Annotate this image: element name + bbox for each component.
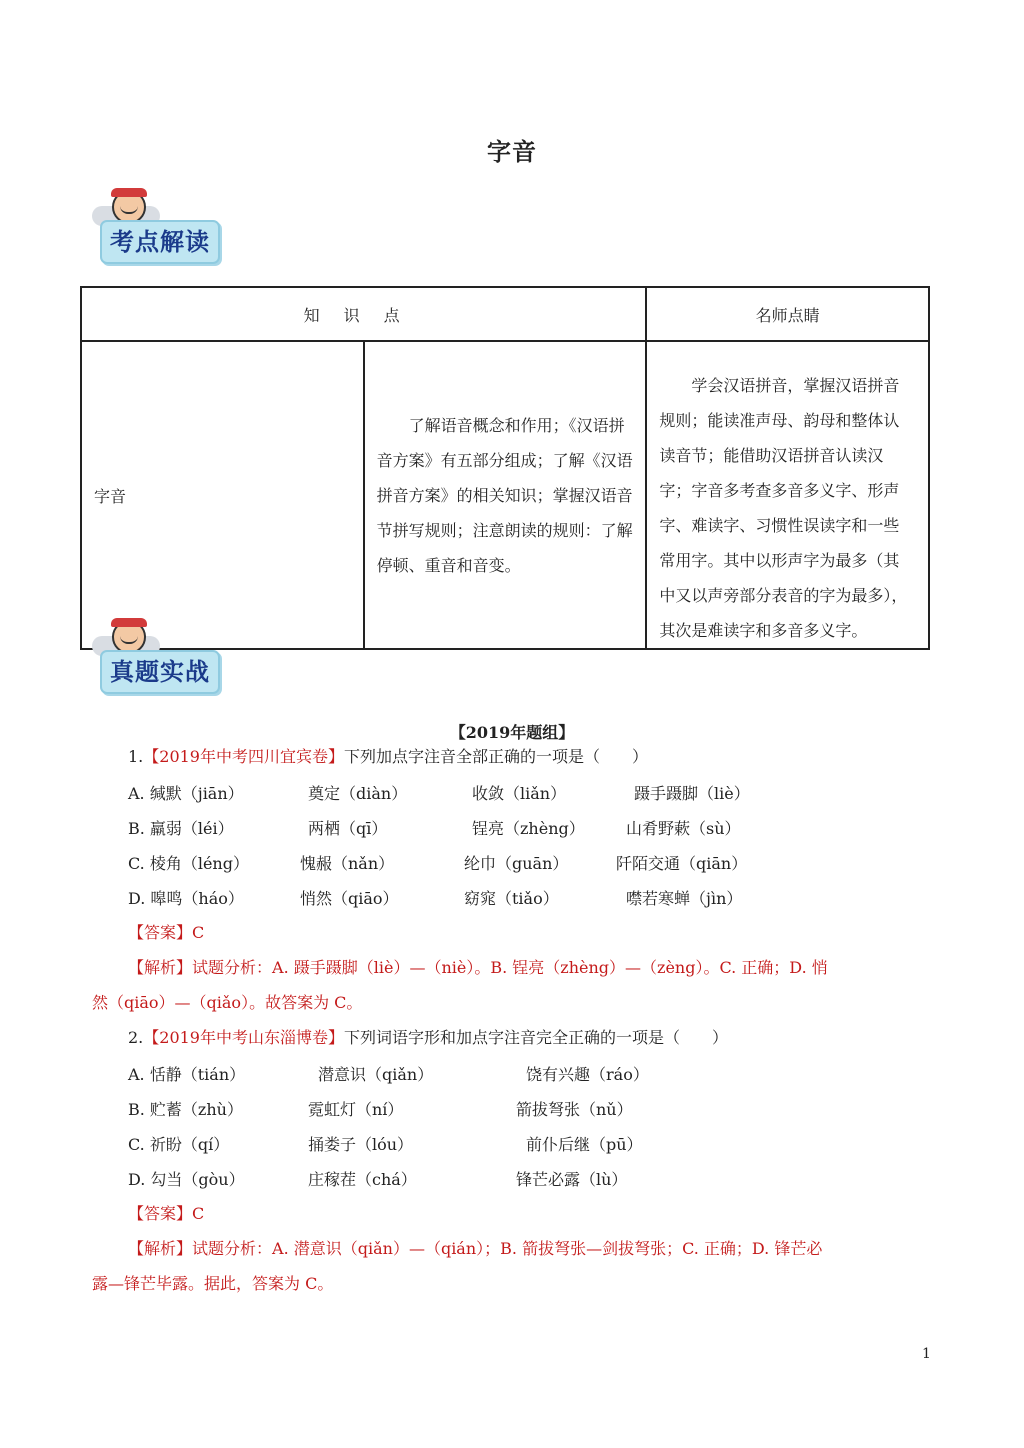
option-d-2: 庄稼茬（chá） (308, 1170, 417, 1189)
option-a-3: 收敛（liǎn） (472, 784, 567, 803)
section-badge-zhenti (92, 620, 220, 694)
option-d-1: D. 勾当（gòu） (128, 1170, 245, 1189)
question-1-analysis-line2: 然（qiāo）—（qiǎo）。故答案为 C。 (92, 993, 363, 1012)
section-badge-kaodian (92, 190, 220, 264)
question-1-analysis-line1 (128, 956, 828, 980)
table-head-knowledge (81, 287, 646, 341)
page-number: 1 (922, 1346, 931, 1362)
analysis-label: 【解析】 (128, 958, 193, 977)
option-c-3: 前仆后继（pū） (526, 1135, 643, 1154)
option-c-4: 阡陌交通（qiān） (616, 854, 748, 873)
knowledge-table (80, 286, 930, 650)
page-title: 字音 (487, 137, 537, 166)
option-b-4: 山肴野蔌（sù） (626, 819, 741, 838)
question-text: 下列词语字形和加点字注音完全正确的一项是（ ） (344, 1028, 729, 1047)
question-number: 1. (128, 747, 144, 766)
head-knowledge-label: 知识点 (303, 305, 424, 325)
option-d-2: 悄然（qiāo） (300, 889, 399, 908)
answer-value: C (192, 923, 205, 942)
question-2-answer (128, 1202, 204, 1226)
badge-plate (100, 650, 220, 694)
option-a-1: A. 缄默（jiān） (128, 784, 244, 803)
option-a-2: 潜意识（qiǎn） (318, 1065, 434, 1084)
table-head-teacher: 名师点睛 (646, 287, 929, 341)
option-d-4: 噤若寒蝉（jìn） (626, 889, 743, 908)
analysis-text: 试题分析：A. 潜意识（qiǎn）—（qián）；B. 箭拔弩张—剑拔弩张；C. 正确；D. 锋芒必 (192, 1239, 823, 1258)
badge-label: 真题实战 (110, 657, 210, 686)
option-a-3: 饶有兴趣（ráo） (526, 1065, 649, 1084)
question-number: 2. (128, 1028, 144, 1047)
teacher-cell: 学会汉语拼音，掌握汉语拼音规则；能读准声母、韵母和整体认读音节；能借助汉语拼音认读汉字；字音多考查多音多义字、形声字、难读字、习惯性误读字和一些常用字。其中以形声字为最多（其中又以声旁部分表音的字为最多），其次是难读字和多音多义字。 (646, 341, 929, 649)
question-text: 下列加点字注音全部正确的一项是（ ） (344, 747, 649, 766)
option-c-2: 捅娄子（lóu） (308, 1135, 414, 1154)
option-b-3: 箭拔弩张（nǔ） (516, 1100, 633, 1119)
option-d-3: 锋芒必露（lù） (516, 1170, 628, 1189)
group-title: 【2019年题组】 (449, 723, 575, 742)
option-b-2: 两栖（qī） (308, 819, 388, 838)
option-a-2: 奠定（diàn） (308, 784, 408, 803)
question-2-stem (128, 1026, 728, 1050)
badge-label: 考点解读 (110, 227, 210, 256)
option-c-2: 愧赧（nǎn） (300, 854, 395, 873)
option-a-4: 蹑手蹑脚（liè） (634, 784, 750, 803)
mascot-icon (112, 190, 146, 224)
answer-label: 【答案】 (128, 1204, 193, 1223)
answer-value: C (192, 1204, 205, 1223)
option-b-1: B. 羸弱（léi） (128, 819, 234, 838)
analysis-text: 试题分析：A. 蹑手蹑脚（liè）—（niè）。B. 锃亮（zhèng）—（zèng）。C. 正确；D. 悄 (192, 958, 828, 977)
option-d-3: 窈窕（tiǎo） (464, 889, 559, 908)
option-b-1: B. 贮蓄（zhù） (128, 1100, 243, 1119)
question-source: 【2019年中考山东淄博卷】 (143, 1028, 344, 1047)
option-a-1: A. 恬静（tián） (128, 1065, 246, 1084)
mascot-icon (112, 620, 146, 654)
row-label: 字音 (81, 341, 364, 649)
option-b-3: 锃亮（zhèng） (472, 819, 585, 838)
question-1-answer (128, 921, 204, 945)
question-2-analysis-line1 (128, 1237, 822, 1261)
option-c-1: C. 祈盼（qí） (128, 1135, 230, 1154)
knowledge-cell: 了解语音概念和作用；《汉语拼音方案》有五部分组成；了解《汉语拼音方案》的相关知识；掌握汉语音节拼写规则；注意朗读的规则：了解停顿、重音和音变。 (364, 341, 647, 649)
badge-plate (100, 220, 220, 264)
option-c-1: C. 棱角（léng） (128, 854, 249, 873)
option-d-1: D. 嗥鸣（háo） (128, 889, 244, 908)
option-c-3: 纶巾（guān） (464, 854, 569, 873)
analysis-label: 【解析】 (128, 1239, 193, 1258)
answer-label: 【答案】 (128, 923, 193, 942)
question-2-analysis-line2: 露—锋芒毕露。据此，答案为 C。 (92, 1274, 334, 1293)
question-source: 【2019年中考四川宜宾卷】 (143, 747, 344, 766)
question-1-stem (128, 745, 648, 769)
option-b-2: 霓虹灯（ní） (308, 1100, 404, 1119)
